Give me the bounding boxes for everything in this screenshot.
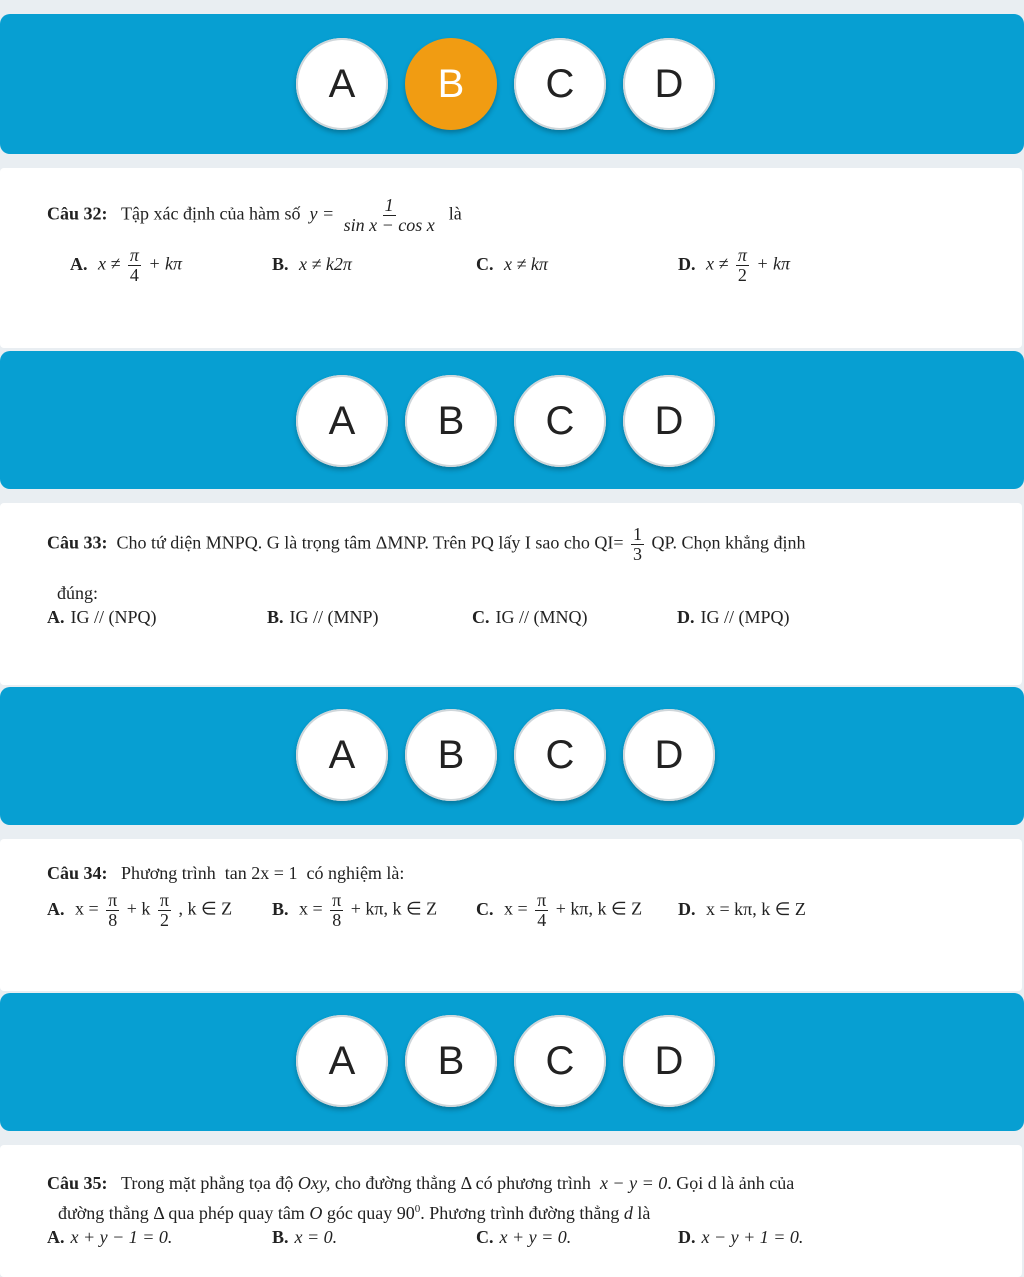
question-card-34 [0,839,1022,991]
answer-text: x = 0. [294,1227,338,1247]
answer-bar-4 [0,993,1024,1131]
question-card-33 [0,503,1022,685]
frac-den: 3 [633,543,642,564]
choice-d-button[interactable]: D [623,375,715,467]
fraction [631,525,644,564]
frac-den: 4 [129,264,139,285]
answer-text: x ≠ [98,253,121,274]
question-tail: có nghiệm là: [306,863,405,883]
question-33-text [47,525,806,564]
math-eq: tan 2x = 1 [224,863,298,883]
answer-bar-2 [0,351,1024,489]
question-33-line2 [57,583,98,604]
frac-den: 8 [108,909,118,930]
fraction [106,891,119,930]
answer-letter: C. [476,1227,494,1247]
answer-b[interactable] [267,607,379,628]
question-35-line2 [58,1203,650,1224]
answer-d[interactable] [677,607,790,628]
answer-c[interactable] [476,891,642,930]
fraction [736,246,749,285]
answer-letter: B. [272,1227,289,1247]
answer-text: IG // (MPQ) [700,607,790,627]
question-label: Câu 33: [47,532,108,553]
frac-num: π [537,890,547,910]
question-35-text [47,1173,794,1194]
fraction [330,891,343,930]
frac-num: π [159,890,169,910]
frac-num: π [129,245,139,265]
answer-letter: A. [70,253,88,274]
math-eq: x − y = 0 [599,1173,668,1193]
frac-den: 2 [159,909,169,930]
answer-a[interactable] [47,891,232,930]
answer-b[interactable] [272,1227,337,1248]
fraction [342,196,437,235]
answer-letter: C. [476,898,494,919]
choice-c-button[interactable]: C [514,1015,606,1107]
answer-bar-3 [0,687,1024,825]
question-stem: Tập xác định của hàm số [121,203,301,224]
frac-num: 1 [633,524,642,544]
frac-den: 8 [332,909,342,930]
answer-b[interactable] [272,891,437,930]
question-label: Câu 32: [47,203,108,224]
choice-a-button[interactable]: A [296,709,388,801]
answer-d[interactable] [678,246,790,285]
question-label: Câu 35: [47,1173,108,1193]
choice-d-button[interactable]: D [623,38,715,130]
answer-text: + kπ [148,253,183,274]
answer-a[interactable] [47,607,157,628]
math-oxy: Oxy, [297,1173,331,1193]
answer-d[interactable] [678,1227,803,1248]
question-stem: cho đường thẳng Δ có phương trình [334,1173,591,1193]
choice-a-button[interactable]: A [296,38,388,130]
choice-d-button[interactable]: D [623,1015,715,1107]
fraction [158,891,171,930]
math-d: d [623,1203,633,1223]
fraction [128,246,141,285]
question-stem: . Phương trình đường thẳng [420,1203,620,1223]
frac-num: π [108,890,118,910]
answer-c[interactable] [476,1227,571,1248]
answer-text: x = kπ, k ∈ Z [706,899,806,919]
question-tail: là [448,203,462,224]
answer-c[interactable] [476,254,548,275]
answer-text: + k [126,898,151,919]
frac-den: 4 [537,909,547,930]
frac-den: 2 [737,264,747,285]
answer-bar-1 [0,14,1024,154]
question-stem: góc quay [326,1203,393,1223]
question-34-text [47,863,404,884]
math-y: y = [309,203,335,224]
answer-text: IG // (MNP) [289,607,379,627]
answer-letter: A. [47,607,65,627]
answer-d[interactable] [678,899,806,920]
answer-a[interactable] [70,246,182,285]
frac-num: π [737,245,747,265]
answer-letter: D. [678,253,696,274]
answer-text: x ≠ kπ [504,254,548,274]
answer-text: x = [299,898,323,919]
answer-text: , k ∈ Z [178,898,233,919]
choice-b-button[interactable]: B [405,1015,497,1107]
answer-letter: B. [272,898,289,919]
answer-letter: B. [267,607,284,627]
math-degree: 90 [396,1203,415,1223]
question-stem: đường thẳng Δ qua phép quay tâm [58,1203,305,1223]
question-stem: Phương trình [121,863,216,883]
choice-c-button[interactable]: C [514,38,606,130]
answer-letter: C. [472,607,490,627]
answer-text: x ≠ k2π [299,254,352,274]
choice-b-button[interactable]: B [405,709,497,801]
answer-letter: A. [47,898,65,919]
question-tail: QP. Chọn khẳng định [651,532,806,553]
answer-letter: B. [272,254,289,274]
choice-c-button[interactable]: C [514,709,606,801]
question-card-35 [0,1145,1022,1277]
question-stem: . Gọi d là ảnh của [667,1173,795,1193]
answer-letter: A. [47,1227,65,1247]
answer-letter: D. [678,899,696,919]
answer-text: IG // (NPQ) [70,607,157,627]
question-tail: là [637,1203,651,1223]
choice-a-button[interactable]: A [296,1015,388,1107]
question-stem: Cho tứ diện MNPQ. G là trọng tâm ΔMNP. Trên PQ lấy I sao cho QI= [116,532,624,553]
choice-a-button[interactable]: A [296,375,388,467]
choice-b-button-selected[interactable]: B [405,38,497,130]
answer-letter: D. [677,607,695,627]
question-label: Câu 34: [47,863,108,883]
frac-den: sin x − cos x [343,214,435,235]
answer-text: + kπ, k ∈ Z [555,898,643,919]
answer-text: x − y + 1 = 0. [701,1227,804,1247]
answer-b[interactable] [272,254,352,275]
answer-text: x = [75,898,99,919]
answer-c[interactable] [472,607,588,628]
frac-num: 1 [384,195,394,215]
math-o: O [309,1203,323,1223]
answer-letter: D. [678,1227,696,1247]
question-card-32 [0,168,1022,348]
choice-d-button[interactable]: D [623,709,715,801]
fraction [535,891,548,930]
question-32-text [47,196,462,235]
question-tail: đúng: [57,583,99,603]
math-degree-sup: 0 [414,1203,421,1215]
choice-b-button[interactable]: B [405,375,497,467]
answer-text: x + y − 1 = 0. [70,1227,173,1247]
answer-text: + kπ, k ∈ Z [350,898,438,919]
answer-text: x + y = 0. [499,1227,572,1247]
answer-a[interactable] [47,1227,172,1248]
question-stem: Trong mặt phẳng tọa độ [121,1173,294,1193]
answer-text: + kπ [756,253,791,274]
answer-text: IG // (MNQ) [495,607,588,627]
answer-text: x = [504,898,528,919]
answer-letter: C. [476,254,494,274]
frac-num: π [332,890,342,910]
choice-c-button[interactable]: C [514,375,606,467]
answer-text: x ≠ [706,253,729,274]
